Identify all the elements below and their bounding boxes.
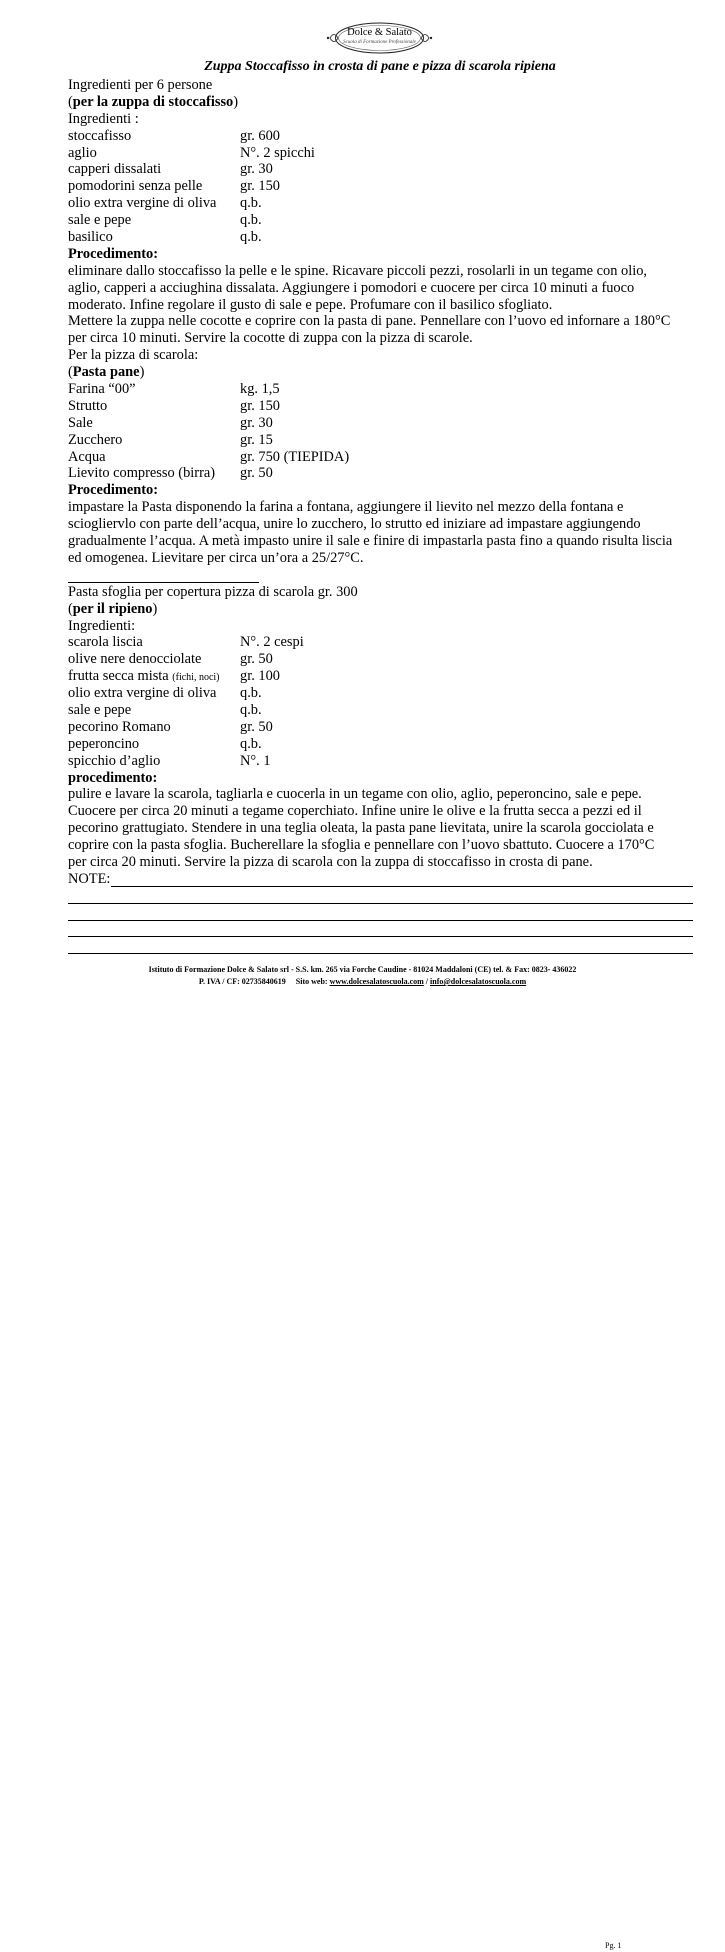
servings: Ingredienti per 6 persone [68, 77, 213, 93]
ingredient-row: stoccafisso gr. 600 [68, 127, 280, 144]
recipe-body [68, 77, 693, 955]
procedure-label: procedimento: [68, 769, 158, 786]
ingredient-list [68, 128, 693, 246]
ingredient-row: pecorino Romano gr. 50 [68, 718, 273, 735]
notes-label: NOTE: [68, 870, 111, 887]
procedure-line: coprire con la pasta sfoglia. Bucherellare la sfoglia e pennellare con l’uovo sbattuto. Cuocere a 170°C [68, 837, 655, 854]
sfoglia-line: Pasta sfoglia per copertura pizza di scarola gr. 300 [68, 583, 358, 600]
procedure-line: aglio, capperi a acciughina dissalata. Aggiungere i pomodori e cuocere per circa 10 minuti a fuoco [68, 279, 635, 296]
procedure-line: impastare la Pasta disponendo la farina a fontana, aggiungere il lievito nel mezzo della fontana e [68, 499, 624, 516]
ingredient-row: olive nere denocciolate gr. 50 [68, 651, 273, 668]
separator-line [68, 567, 693, 584]
procedure-text [68, 263, 693, 347]
ingredient-row: capperi dissalati gr. 30 [68, 161, 273, 178]
section1-heading: (per la zuppa di stoccafisso) [68, 93, 239, 110]
procedure-line: eliminare dallo stoccafisso la pelle e le spine. Ricavare piccoli pezzi, rosolarli in un tegame con olio, [68, 262, 648, 279]
ingredient-row: pomodorini senza pelle gr. 150 [68, 178, 280, 195]
procedure-line: pulire e lavare la scarola, tagliarla e cuocerla in un tegame con olio, aglio, peperoncino, sale e pepe. [68, 786, 642, 803]
recipe-title: Zuppa Stoccafisso in crosta di pane e pizza di scarola ripiena [204, 59, 556, 74]
footer-address: Istituto di Formazione Dolce & Salato srl - S.S. km. 265 via Forche Caudine - 81024 Maddaloni (CE) tel. & Fax: 0823- 436022 [148, 965, 577, 974]
ingredients-label: Ingredienti : [68, 110, 139, 127]
ingredient-row: sale e pepe q.b. [68, 701, 262, 718]
notes-line [68, 871, 693, 888]
ingredient-list [68, 381, 693, 482]
notes-blank-line [68, 922, 693, 939]
ingredient-row: sale e pepe q.b. [68, 212, 262, 229]
ingredient-row: Sale gr. 30 [68, 414, 273, 431]
ingredient-list [68, 634, 693, 769]
email-link[interactable]: info@dolcesalatoscuola.com [430, 977, 527, 986]
procedure-line: sciogliervlo con parte dell’acqua, unire lo zucchero, lo strutto ed iniziare ad impastare aggiungendo [68, 516, 641, 533]
procedure-line: per circa 20 minuti. Servire la pizza di scarola con la zuppa di stoccafisso in crosta di pane. [68, 853, 593, 870]
procedure-line: Mettere la zuppa nelle cocotte e coprire con la pasta di pane. Pennellare con l’uovo ed infornare a 180°C [68, 313, 671, 330]
section3-heading: (per il ripieno) [68, 600, 158, 617]
ingredient-row: frutta secca mista (fichi, noci) gr. 100 [68, 668, 280, 685]
ingredients-label: Ingredienti: [68, 617, 136, 634]
ingredient-row: aglio N°. 2 spicchi [68, 144, 315, 161]
ingredient-row: Acqua gr. 750 (TIEPIDA) [68, 448, 350, 465]
procedure-line: gradualmente l’acqua. A metà impasto unire il sale e finire di impastarla pasta fino a quando risulta liscia [68, 533, 673, 550]
logo-tagline: Scuola di Formazione Professionale [343, 40, 416, 45]
notes-blank-line [68, 905, 693, 922]
page-number: Pg. 1 [605, 1941, 622, 1950]
ingredient-row: Lievito compresso (birra) gr. 50 [68, 465, 273, 482]
procedure-label: Procedimento: [68, 482, 159, 499]
notes-blank-line [68, 938, 693, 955]
ingredient-row: Farina “00” kg. 1,5 [68, 381, 280, 398]
notes-blank-line [68, 888, 693, 905]
procedure-line: pecorino grattugiato. Stendere in una teglia oleata, la pasta pane lievitata, unire la scarola gocciolata e [68, 820, 654, 837]
ingredient-row: scarola liscia N°. 2 cespi [68, 634, 304, 651]
procedure-line: ed omogenea. Lievitare per circa un’ora a 25/27°C. [68, 549, 364, 566]
procedure-line: moderato. Infine regolare il gusto di sale e pepe. Profumare con il basilico sfogliato. [68, 296, 553, 313]
footer-contacts: P. IVA / CF: 02735840619 Sito web: www.dolcesalatoscuola.com / info@dolcesalatoscuola.com [198, 977, 527, 986]
ingredient-row: olio extra vergine di oliva q.b. [68, 195, 262, 212]
logo-name: Dolce & Salato [347, 27, 412, 38]
logo [326, 21, 433, 55]
procedure-line: per circa 10 minuti. Servire la cocotte di zuppa con la pizza di scarole. [68, 330, 473, 347]
ingredient-row: peperoncino q.b. [68, 735, 262, 752]
procedure-text [68, 786, 693, 870]
footer [0, 964, 725, 1950]
website-link[interactable]: www.dolcesalatoscuola.com [329, 977, 424, 986]
ingredient-row: basilico q.b. [68, 229, 262, 246]
ingredient-row: olio extra vergine di oliva q.b. [68, 685, 262, 702]
procedure-line: Cuocere per circa 20 minuti a tegame coperchiato. Infine unire le olive e la frutta secca a pezzi ed il [68, 803, 642, 820]
ingredient-row: Zucchero gr. 15 [68, 431, 273, 448]
ingredient-row: spicchio d’aglio N°. 1 [68, 752, 271, 769]
ingredient-row: Strutto gr. 150 [68, 397, 280, 414]
procedure-text [68, 499, 693, 567]
pizza-intro: Per la pizza di scarola: [68, 347, 199, 364]
procedure-label: Procedimento: [68, 245, 159, 262]
section2-heading: (Pasta pane) [68, 364, 145, 381]
